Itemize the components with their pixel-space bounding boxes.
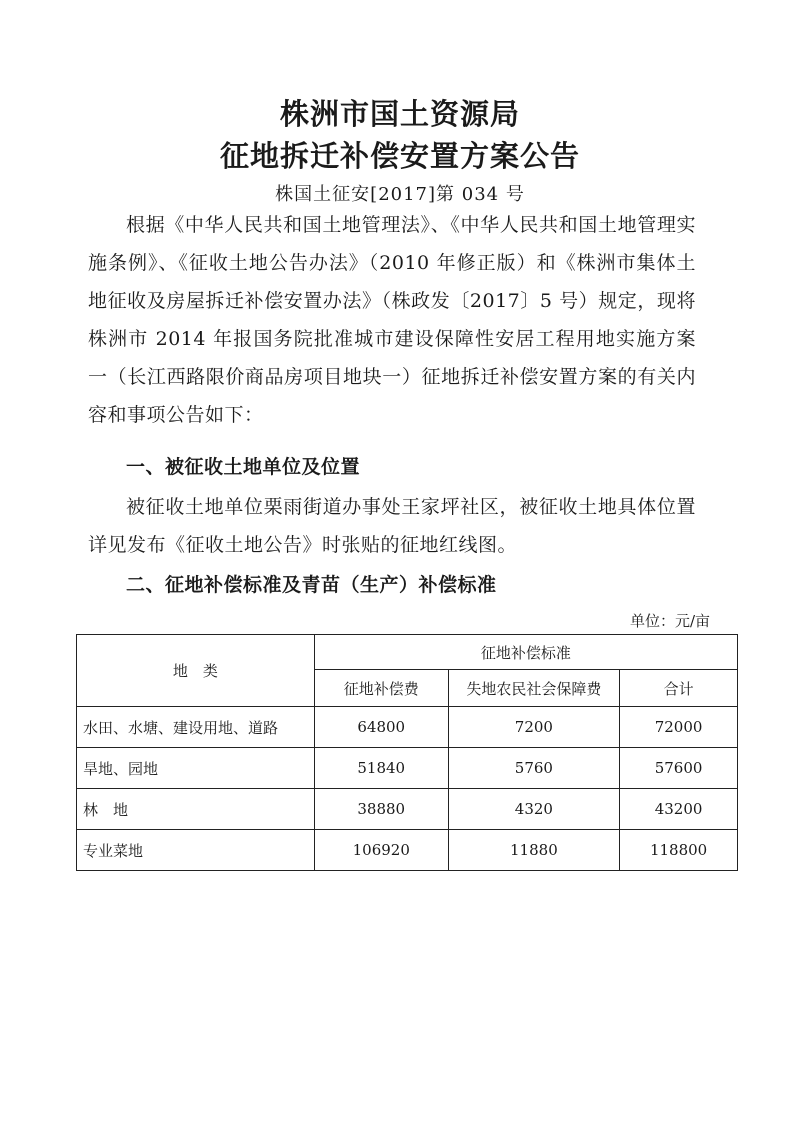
table-row xyxy=(77,707,738,748)
document-title-line1: 株洲市国土资源局 xyxy=(279,97,520,131)
cell-land-type: 水田、水塘、建设用地、道路 xyxy=(77,707,315,748)
header-compensation-fee: 征地补偿费 xyxy=(314,670,448,707)
section1-heading: 一、被征收土地单位及位置 xyxy=(126,456,361,478)
header-compensation-standard: 征地补偿标准 xyxy=(314,635,737,670)
intro-paragraph: 根据《中华人民共和国土地管理法》、《中华人民共和国土地管理实施条例》、《征收土地公告办法》（2010 年修正版）和《株洲市集体土地征收及房屋拆迁补偿安置办法》（株政发〔2017〕5 号）规定，现将株洲市 2014 年报国务院批准城市建设保障性安居工程用地实施方案一（长江西路限价商品房项目地块一）征地拆迁补偿安置方案的有关内容和事项公告如下： xyxy=(88,214,696,426)
cell-total: 72000 xyxy=(620,707,738,748)
document-title-line2: 征地拆迁补偿安置方案公告 xyxy=(219,139,580,173)
cell-compensation: 64800 xyxy=(314,707,448,748)
cell-compensation: 38880 xyxy=(314,789,448,830)
cell-total: 57600 xyxy=(620,748,738,789)
header-social-security-fee: 失地农民社会保障费 xyxy=(448,670,620,707)
cell-land-type: 林 地 xyxy=(77,789,315,830)
table-row xyxy=(77,789,738,830)
cell-social-security: 11880 xyxy=(448,830,620,871)
compensation-table xyxy=(76,634,738,871)
unit-note: 单位：元/亩 xyxy=(629,612,710,630)
section2-heading: 二、征地补偿标准及青苗（生产）补偿标准 xyxy=(126,574,497,596)
cell-land-type: 专业菜地 xyxy=(77,830,315,871)
cell-compensation: 51840 xyxy=(314,748,448,789)
cell-social-security: 5760 xyxy=(448,748,620,789)
table-row xyxy=(77,748,738,789)
cell-land-type: 旱地、园地 xyxy=(77,748,315,789)
cell-total: 118800 xyxy=(620,830,738,871)
header-total: 合计 xyxy=(620,670,738,707)
cell-social-security: 4320 xyxy=(448,789,620,830)
cell-compensation: 106920 xyxy=(314,830,448,871)
cell-total: 43200 xyxy=(620,789,738,830)
section1-paragraph: 被征收土地单位栗雨街道办事处王家坪社区，被征收土地具体位置详见发布《征收土地公告》时张贴的征地红线图。 xyxy=(88,496,696,556)
cell-social-security: 7200 xyxy=(448,707,620,748)
header-land-type: 地 类 xyxy=(77,635,315,707)
document-number: 株国土征安[2017]第 034 号 xyxy=(275,184,525,205)
table-row xyxy=(77,830,738,871)
